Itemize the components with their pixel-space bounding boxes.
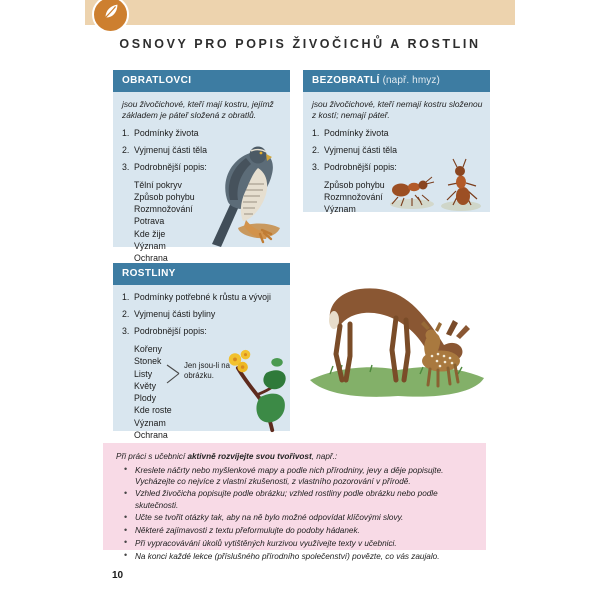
tips-item: • Při vypracovávání úkolů vytištěných kurzivou využívejte texty v učebnici. — [126, 538, 478, 549]
flowers-fruits-note: Jen jsou-li na obrázku. — [184, 361, 230, 380]
sub-item: Kořeny — [134, 344, 162, 354]
tips-list — [116, 465, 478, 562]
item-text: Podmínky života — [324, 127, 389, 138]
sub-item: Ochrana — [134, 430, 168, 441]
tips-item: • Kreslete náčrty nebo myšlenkové mapy a podle nich přírodniny, jevy a děje popisujte. Vycházejte co nejvíce z vlastní zkušenosti, z vlastního pozorování v přírodě. — [126, 465, 478, 488]
tips-item: • Některé zajímavosti z textu přeformulujte do podoby hádanek. — [126, 525, 478, 536]
item-number: 1. — [122, 127, 130, 138]
tips-box — [103, 443, 486, 561]
sub-item: Kde žije — [134, 228, 166, 239]
tips-item: • Učte se tvořit otázky tak, aby na ně bylo možné odpovídat klíčovými slovy. — [126, 512, 478, 523]
item-number: 3. — [122, 161, 130, 172]
sub-item: Způsob pohybu — [134, 191, 195, 202]
panel-rostliny-header — [113, 263, 290, 285]
item-number: 2. — [312, 144, 320, 155]
sub-item: Listy — [134, 368, 153, 379]
item-number: 3. — [122, 326, 130, 336]
sub-item: Kde roste — [134, 405, 172, 416]
item-text: Podrobnější popis: — [134, 326, 207, 336]
item-number: 3. — [312, 161, 320, 172]
tips-intro-suffix: , např.: — [311, 452, 338, 461]
obratlovci-intro: jsou živočichové, kteří mají kostru, jejímž základem je páteř složená z obratlů. — [122, 99, 274, 121]
sub-item: Tělní pokryv — [134, 179, 182, 190]
item-number: 1. — [312, 127, 320, 138]
tips-intro-prefix: Při práci s učebnicí — [116, 452, 188, 461]
item-number: 2. — [122, 309, 130, 319]
item-text: Vyjmenuj části byliny — [134, 309, 216, 319]
tips-intro-bold: aktivně rozvíjejte svou tvořivost — [187, 452, 312, 461]
panel-obratlovci-title: OBRATLOVCI — [122, 75, 192, 86]
leaf-badge — [92, 0, 129, 33]
sub-item: Způsob pohybu — [324, 179, 385, 190]
sub-item: Potrava — [134, 216, 165, 227]
item-text: Podrobnější popis: — [324, 161, 397, 172]
list-item — [122, 292, 284, 304]
item-number: 2. — [122, 144, 130, 155]
item-text: Podrobnější popis: — [134, 161, 207, 172]
list-item — [122, 309, 284, 321]
page-number: 10 — [112, 570, 124, 581]
list-item — [122, 128, 284, 140]
tips-intro — [116, 451, 478, 462]
page-title: OSNOVY PRO POPIS ŽIVOČICHŮ A ROSTLIN — [119, 37, 481, 51]
list-item — [122, 326, 284, 338]
sub-item: Stonek — [134, 356, 162, 367]
top-banner — [85, 0, 515, 25]
tips-item: • Vzhled živočicha popisujte podle obrázku; vzhled rostliny podle obrázku nebo podle skutečnosti. — [126, 488, 478, 511]
sub-item: Květy — [134, 380, 157, 391]
item-text: Podmínky života — [134, 127, 199, 138]
panel-bezobratli-subtitle: (např. hmyz) — [379, 75, 440, 86]
list-item — [312, 128, 484, 140]
sub-item: Význam — [324, 204, 356, 215]
perched-hawk-illustration — [202, 140, 290, 252]
doe-with-fawn-illustration — [300, 262, 496, 404]
panel-rostliny-title: ROSTLINY — [122, 268, 176, 279]
item-text: Vyjmenuj části těla — [324, 144, 398, 155]
two-ants-illustration — [388, 157, 488, 212]
sub-item: Plody — [134, 393, 157, 404]
sub-item: Ochrana — [134, 253, 168, 264]
yellow-flower-plant-illustration — [221, 347, 291, 433]
panel-bezobratli-header — [303, 70, 490, 92]
tips-item: • Na konci každé lekce (příslušného přírodního společenství) povězte, co vás zaujalo. — [126, 551, 478, 562]
sub-item: Rozmnožování — [134, 204, 193, 215]
sub-item: Význam — [134, 417, 166, 428]
sub-item: Rozmnožování — [324, 191, 383, 202]
item-text: Podmínky potřebné k růstu a vývoji — [134, 292, 271, 302]
leaf-icon — [100, 1, 122, 28]
sub-item: Význam — [134, 241, 166, 252]
list-item — [312, 145, 484, 157]
panel-obratlovci-header — [113, 70, 290, 92]
item-text: Vyjmenuj části těla — [134, 144, 208, 155]
note-bracket-lines — [166, 364, 181, 384]
bezobratli-intro: jsou živočichové, kteří nemají kostru složenou z kostí; nemají páteř. — [312, 99, 483, 121]
item-number: 1. — [122, 292, 130, 302]
panel-bezobratli-title: BEZOBRATLÍ — [312, 75, 380, 86]
